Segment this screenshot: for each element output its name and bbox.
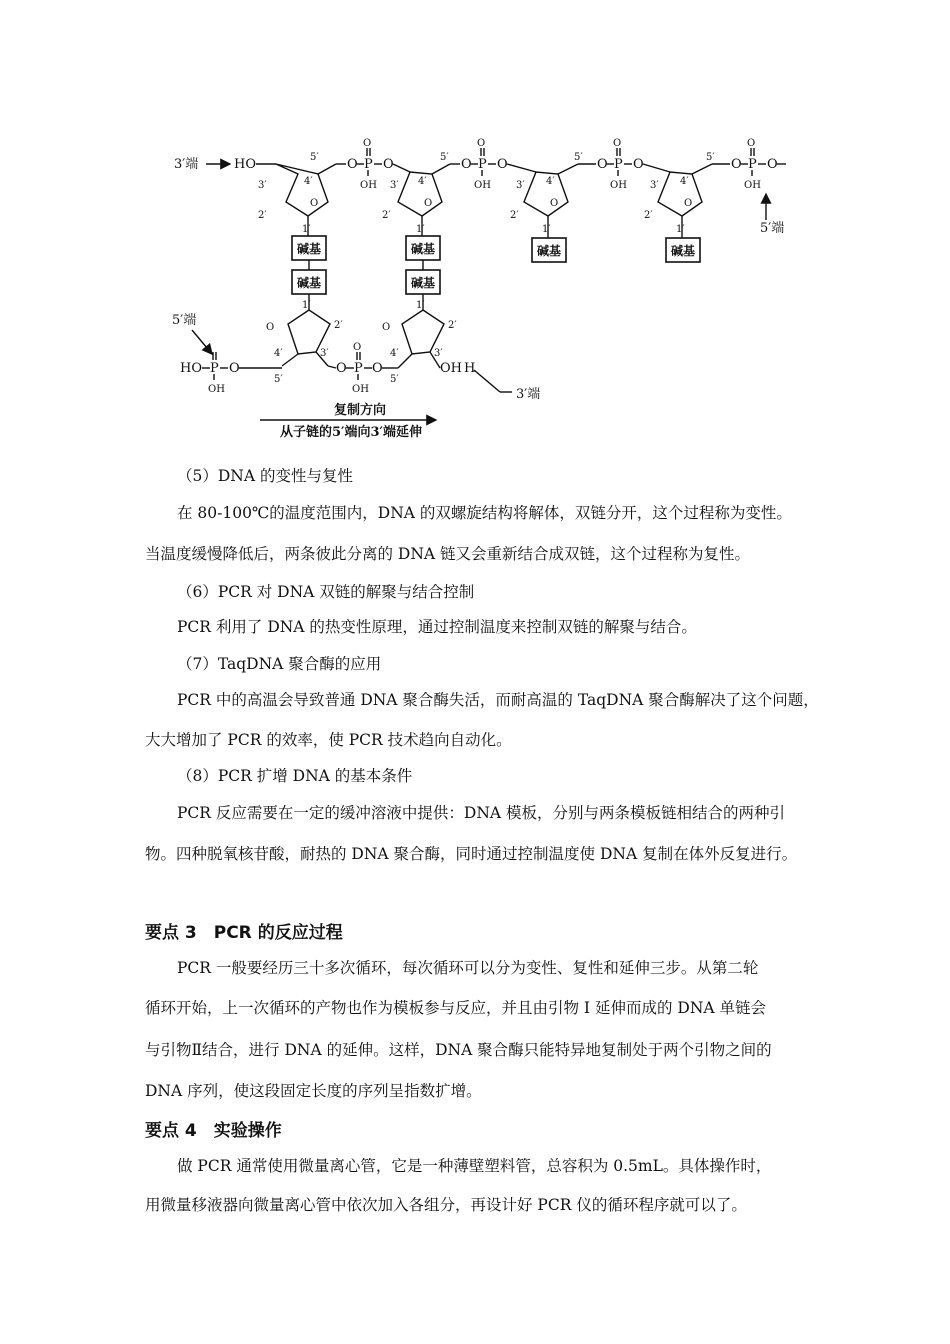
top-5prime-label: 5′端	[760, 221, 785, 236]
svg-text:1′: 1′	[302, 224, 311, 235]
section-6-title: （6）PCR 对 DNA 双链的解聚与结合控制	[177, 583, 475, 601]
svg-text:1′: 1′	[302, 300, 311, 311]
section-5-paragraph-line-1: 在 80-100℃的温度范围内，DNA 的双螺旋结构将解体，双链分开，这个过程称为变性。	[177, 504, 792, 522]
svg-text:2′: 2′	[510, 210, 519, 221]
bottom-sugar-1	[266, 294, 343, 385]
svg-text:O: O	[383, 157, 394, 172]
svg-text:HO: HO	[180, 361, 202, 376]
top-phosphate-1	[336, 138, 410, 191]
svg-text:O: O	[747, 138, 756, 149]
svg-text:OH: OH	[744, 180, 761, 191]
svg-text:O: O	[497, 157, 508, 172]
svg-text:3′: 3′	[390, 180, 399, 191]
svg-text:5′: 5′	[440, 152, 449, 163]
svg-text:O: O	[550, 198, 559, 209]
svg-text:5′: 5′	[274, 374, 283, 385]
top-sugar-4	[644, 152, 715, 238]
section-7-title: （7）TaqDNA 聚合酶的应用	[177, 655, 382, 673]
svg-text:5′: 5′	[574, 152, 583, 163]
svg-text:O: O	[372, 361, 383, 376]
svg-text:4′: 4′	[680, 176, 689, 187]
svg-text:4′: 4′	[274, 348, 283, 359]
svg-text:5′: 5′	[310, 152, 319, 163]
svg-text:3′: 3′	[650, 180, 659, 191]
svg-text:O: O	[461, 157, 472, 172]
svg-text:O: O	[424, 198, 433, 209]
bottom-H-label: H	[464, 361, 476, 376]
svg-text:O: O	[353, 342, 362, 353]
base-label-bottom-2: 碱基	[411, 276, 436, 290]
svg-text:O: O	[310, 198, 319, 209]
point-3-paragraph-line-3: 与引物Ⅱ结合，进行 DNA 的延伸。这样，DNA 聚合酶只能特异地复制处于两个引物之间的	[145, 1041, 772, 1059]
svg-text:O: O	[731, 157, 742, 172]
svg-text:2′: 2′	[334, 320, 343, 331]
svg-text:3′: 3′	[258, 180, 267, 191]
base-label-top-2: 碱基	[411, 242, 436, 256]
base-label-bottom-1: 碱基	[297, 276, 322, 290]
svg-text:O: O	[633, 157, 644, 172]
svg-text:3′: 3′	[434, 348, 443, 359]
svg-text:P: P	[614, 157, 623, 172]
svg-text:P: P	[478, 157, 487, 172]
section-8-title: （8）PCR 扩增 DNA 的基本条件	[177, 767, 413, 785]
point-4-heading: 要点 4 实验操作	[145, 1121, 282, 1141]
svg-text:P: P	[354, 361, 363, 376]
point-3-heading: 要点 3 PCR 的反应过程	[145, 923, 343, 943]
svg-text:3′: 3′	[320, 348, 329, 359]
svg-text:OH: OH	[360, 180, 377, 191]
svg-text:1′: 1′	[416, 224, 425, 235]
bottom-phosphate-1	[328, 342, 398, 395]
bottom-5prime-arrow	[192, 330, 212, 354]
svg-text:P: P	[748, 157, 757, 172]
section-5-paragraph-line-2: 当温度缓慢降低后，两条彼此分离的 DNA 链又会重新结合成双链，这个过程称为复性。	[145, 545, 751, 563]
svg-text:OH: OH	[208, 384, 225, 395]
top-sugar-3	[510, 152, 583, 238]
section-8-paragraph-line-1: PCR 反应需要在一定的缓冲溶液中提供：DNA 模板，分别与两条模板链相结合的两种引	[177, 804, 785, 822]
svg-text:4′: 4′	[304, 176, 313, 187]
top-phosphate-4	[712, 138, 786, 191]
svg-text:2′: 2′	[644, 210, 653, 221]
svg-text:2′: 2′	[448, 320, 457, 331]
svg-text:P: P	[210, 361, 219, 376]
svg-text:O: O	[363, 138, 372, 149]
svg-text:O: O	[336, 361, 347, 376]
section-5-title: （5）DNA 的变性与复性	[177, 467, 353, 485]
svg-text:4′: 4′	[390, 348, 399, 359]
svg-text:O: O	[347, 157, 358, 172]
svg-text:OH: OH	[610, 180, 627, 191]
svg-text:4′: 4′	[546, 176, 555, 187]
extension-label: 从子链的5′端向3′端延伸	[280, 425, 422, 440]
section-7-paragraph-line-2: 大大增加了 PCR 的效率，使 PCR 技术趋向自动化。	[145, 731, 512, 749]
point-3-paragraph-line-4: DNA 序列，使这段固定长度的序列呈指数扩增。	[145, 1082, 482, 1100]
base-label-top-3: 碱基	[537, 244, 562, 258]
svg-text:O: O	[767, 157, 778, 172]
bottom-5prime-label: 5′端	[172, 313, 197, 328]
svg-text:P: P	[364, 157, 373, 172]
svg-text:1′: 1′	[542, 224, 551, 235]
svg-text:2′: 2′	[258, 210, 267, 221]
svg-text:1′: 1′	[676, 224, 685, 235]
dna-replication-diagram	[150, 118, 810, 448]
svg-text:1′: 1′	[416, 300, 425, 311]
section-7-paragraph-line-1: PCR 中的高温会导致普通 DNA 聚合酶失活，而耐高温的 TaqDNA 聚合酶解决了这个问题，	[177, 691, 819, 709]
svg-text:O: O	[477, 138, 486, 149]
svg-text:O: O	[382, 322, 391, 333]
top-HO-label: HO	[234, 157, 256, 172]
svg-text:OH: OH	[474, 180, 491, 191]
base-label-top-1: 碱基	[297, 242, 322, 256]
svg-text:3′: 3′	[516, 180, 525, 191]
section-6-paragraph: PCR 利用了 DNA 的热变性原理，通过控制温度来控制双链的解聚与结合。	[177, 618, 697, 636]
bottom-OH-label: OH	[440, 361, 462, 376]
svg-text:5′: 5′	[390, 374, 399, 385]
point-4-paragraph-line-1: 做 PCR 通常使用微量离心管，它是一种薄壁塑料管，总容积为 0.5mL。具体操作时，	[177, 1157, 772, 1175]
svg-text:OH: OH	[352, 384, 369, 395]
top-3prime-label: 3′端	[174, 157, 199, 172]
svg-text:O: O	[684, 198, 693, 209]
svg-text:O: O	[613, 138, 622, 149]
bottom-3prime-line	[474, 370, 500, 392]
bottom-3prime-label: 3′端	[516, 387, 541, 402]
svg-text:O: O	[266, 322, 275, 333]
base-label-top-4: 碱基	[671, 244, 696, 258]
bottom-phosphate-0	[180, 352, 282, 395]
svg-text:O: O	[229, 361, 240, 376]
section-8-paragraph-line-2: 物。四种脱氧核苷酸，耐热的 DNA 聚合酶，同时通过控制温度使 DNA 复制在体外反复进行。	[145, 845, 798, 863]
svg-text:2′: 2′	[382, 210, 391, 221]
point-3-paragraph-line-2: 循环开始，上一次循环的产物也作为模板参与反应，并且由引物 Ⅰ 延伸而成的 DNA 单链会	[145, 999, 767, 1017]
point-4-paragraph-line-2: 用微量移液器向微量离心管中依次加入各组分，再设计好 PCR 仪的循环程序就可以了。	[145, 1196, 747, 1214]
direction-label: 复制方向	[334, 403, 387, 418]
svg-text:5′: 5′	[706, 152, 715, 163]
svg-text:O: O	[597, 157, 608, 172]
svg-text:4′: 4′	[418, 176, 427, 187]
point-3-paragraph-line-1: PCR 一般要经历三十多次循环，每次循环可以分为变性、复性和延伸三步。从第二轮	[177, 959, 759, 977]
